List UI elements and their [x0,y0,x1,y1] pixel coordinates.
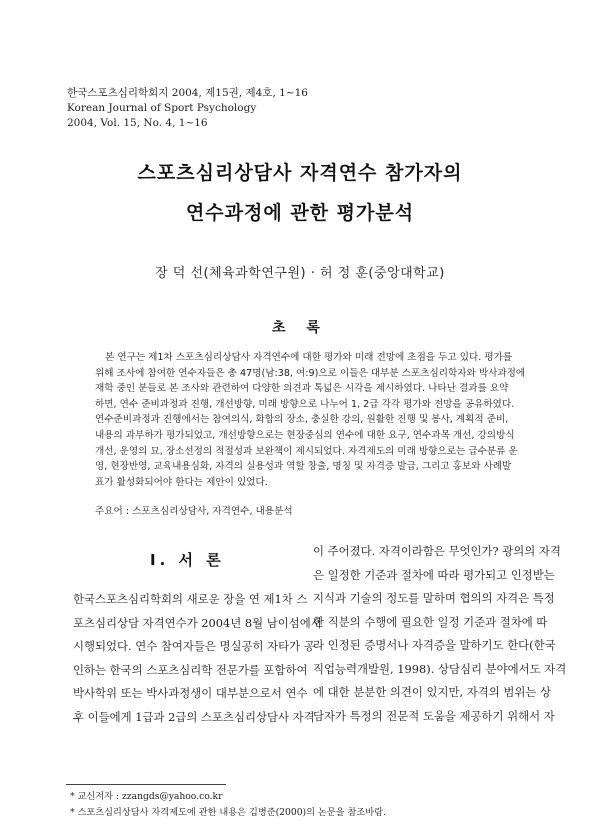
abstract-line: 개선, 운영의 묘, 장소선정의 적절성과 보완책이 제시되었다. 자격제도의 미래 방향으로는 급수분류 운 [95,445,518,457]
body-line: 후 이들에게 1급과 2급의 스포츠심리상담사 자격 [73,709,315,724]
abstract-line: 연수준비과정과 진행에서는 참여의식, 화합의 장소, 충실한 강의, 원활한 진행 및 봉사, 계획적 준비, [95,414,509,426]
abstract-line: 재학 중인 분들로 본 조사와 관련하여 다양한 의견과 톡넓은 시각을 제시하였다. 나타난 결과를 요약 [95,383,509,395]
citation-volume: 2004, Vol. 15, No. 4, 1~16 [67,117,208,129]
citation-english-title: Korean Journal of Sport Psychology [67,102,257,114]
body-line: 은 일정한 기준과 절차에 따라 평가되고 인정받는 [313,567,555,582]
body-line: 라 인정된 증명서나 자격증을 말하기도 한다(한국 [313,638,556,652]
body-line: 한국스포츠심리학회의 새로운 장을 연 제1차 스 [73,592,308,606]
body-line: 에 대한 분분한 의견이 있지만, 자격의 범위는 상 [313,685,552,699]
abstract-line: 하면, 연수 준비과정과 진행, 개선방향, 미래 방향으로 나누어 1, 2급 각각 평가와 전망을 공유하였다. [95,398,515,410]
section-heading-introduction: Ⅰ. 서 론 [150,551,225,569]
body-line: 시행되었다. 연수 참여자들은 명실공히 자타가 공 [73,639,315,653]
body-line: 이 주어졌다. 자격이라함은 무엇인가? 광의의 자격 [313,544,561,558]
abstract-line: 위해 조사에 참여한 연수자들은 총 47명(남:38, 여:9)으로 이들은 대부분 스포츠심리학자와 박사과정에 [95,367,526,379]
body-column-left [73,588,322,729]
abstract-line: 표가 활성화되어야 한다는 제안이 있었다. [95,476,268,488]
body-line: 지식과 기술의 정도를 말하며 협의의 자격은 특정 [313,591,555,605]
body-line: 인하는 한국의 스포츠심리학 전문가를 포함하여 [73,662,308,677]
body-line: 포츠심리상담 자격연수가 2004년 8월 남이섬에서 [73,615,322,630]
footnote-reference: * 스포츠심리상담사 자격제도에 관한 내용은 김병준(2000)의 논문을 참조바람. [70,807,386,818]
abstract-line: 본 연구는 제1차 스포츠심리상담사 자격연수에 대한 평가와 미래 전망에 초점을 두고 있다. 평가를 [105,352,513,363]
footnote-divider [66,784,226,785]
body-line: 담자가 특정의 전문적 도움을 제공하기 위해서 자 [313,708,555,723]
body-line: 직업능력개발원, 1998). 상담심리 분야에서도 자격 [313,661,567,676]
journal-citation [67,86,308,131]
abstract-body [95,350,526,490]
abstract-heading: 초 록 [272,320,328,336]
abstract-line: 내용의 과부하가 평가되었고, 개선방향으로는 현장중심의 연수에 대한 요구, 연수과목 개선, 강의방식 [95,429,515,441]
footnote-corresponding-author: * 교신저자 : zzangds@yahoo.co.kr [70,791,223,802]
keywords: 주요어 : 스포츠심리상담사, 자격연수, 내용분석 [95,506,293,517]
body-line: 한 직분의 수행에 필요한 일정 기준과 절차에 따 [313,614,548,629]
body-column-right [313,540,566,728]
paper-title-line-2: 연수과정에 관한 평가분석 [185,202,415,224]
citation-korean: 한국스포츠심리학회지 2004, 제15권, 제4호, 1~16 [67,87,308,99]
footnotes [70,789,386,821]
paper-title-line-1: 스포츠심리상담사 자격연수 참가자의 [137,162,463,184]
author-list: 장 덕 선(체육과학연구원) · 허 정 훈(중앙대학교) [155,266,445,281]
body-line: 박사학위 또는 박사과정생이 대부분으로서 연수 [73,686,308,700]
abstract-line: 영, 현장반영, 교육내용심화, 자격의 실용성과 역할 창출, 명칭 및 자격증 발급, 그리고 홍보와 사례발 [95,461,512,473]
